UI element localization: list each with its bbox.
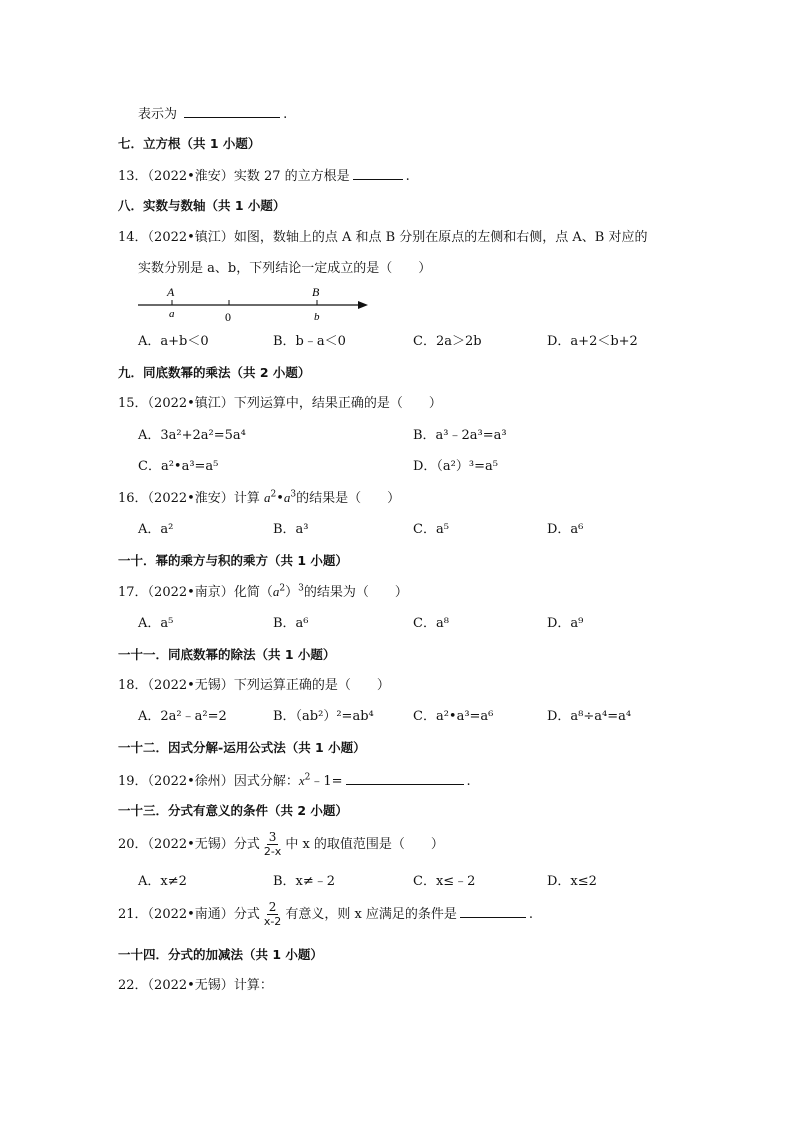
continuation-text: 表示为 bbox=[138, 107, 178, 122]
question-number: 19． bbox=[118, 774, 148, 789]
question-source: （2022•南京） bbox=[147, 585, 234, 600]
answer-blank bbox=[346, 771, 464, 785]
question-source: （2022•无锡） bbox=[147, 678, 234, 693]
question-number: 21． bbox=[118, 907, 148, 922]
line-end: . bbox=[405, 169, 410, 184]
section-title: 一十三．分式有意义的条件（共 2 小题） bbox=[118, 803, 348, 818]
option-a: A．x≠2 bbox=[138, 874, 187, 889]
question-source: （2022•淮安） bbox=[147, 491, 234, 506]
question-text: 有意义，则 x 应满足的条件是 bbox=[285, 907, 457, 922]
answer-blank bbox=[353, 166, 403, 180]
section-title: 一十一．同底数幂的除法（共 1 小题） bbox=[118, 647, 336, 662]
fraction-numerator: 3 bbox=[268, 830, 277, 844]
point-label-B: B bbox=[312, 285, 320, 299]
section-title: 七．立方根（共 1 小题） bbox=[118, 136, 261, 151]
option-c: C．2a＞2b bbox=[413, 334, 482, 349]
section-title: 一十．幂的乘方与积的乘方（共 1 小题） bbox=[118, 553, 348, 568]
question-number: 20． bbox=[118, 837, 148, 852]
option-a: A．a+b＜0 bbox=[138, 334, 209, 349]
option-c: C．a²•a³=a⁶ bbox=[413, 709, 494, 724]
line-end: . bbox=[528, 907, 534, 922]
option-b: B．a⁶ bbox=[273, 616, 309, 631]
question-number: 17． bbox=[118, 585, 148, 600]
question-source: （2022•淮安） bbox=[147, 169, 234, 184]
option-b: B．（ab²）²=ab⁴ bbox=[273, 709, 374, 724]
option-a: A．3a²+2a²=5a⁴ bbox=[138, 428, 246, 443]
option-a: A．2a²﹣a²=2 bbox=[138, 709, 227, 724]
question-number: 15． bbox=[118, 396, 148, 411]
question-text: 计算 bbox=[233, 491, 264, 506]
question-source: （2022•南通） bbox=[147, 907, 234, 922]
fraction-numerator: 2 bbox=[268, 900, 277, 914]
option-b: B．b﹣a＜0 bbox=[273, 334, 346, 349]
fraction bbox=[262, 900, 283, 929]
question-text: 实数 27 的立方根是 bbox=[233, 169, 350, 184]
question-source: （2022•徐州） bbox=[147, 774, 234, 789]
section-title: 八．实数与数轴（共 1 小题） bbox=[118, 198, 286, 213]
question-number: 22． bbox=[118, 978, 148, 993]
option-d: D．a⁸÷a⁴=a⁴ bbox=[547, 709, 632, 724]
option-c: C．a²•a³=a⁵ bbox=[138, 459, 219, 474]
continuation-line bbox=[138, 104, 287, 124]
question-text: 因式分解： bbox=[233, 774, 299, 789]
question-15 bbox=[118, 395, 442, 413]
question-number: 16． bbox=[118, 491, 148, 506]
option-b: B．a³ bbox=[273, 522, 309, 537]
question-source: （2022•镇江） bbox=[147, 230, 234, 245]
question-text: 的结果为（ ） bbox=[303, 585, 408, 600]
option-d: D．a+2＜b+2 bbox=[547, 334, 638, 349]
question-text: 化简（ bbox=[233, 585, 273, 600]
option-c: C．a⁵ bbox=[413, 522, 449, 537]
point-label-a: a bbox=[169, 308, 175, 320]
arrow-head-icon bbox=[358, 301, 368, 309]
question-text: 如图，数轴上的点 A 和点 B 分别在原点的左侧和右侧，点 A、B 对应的 bbox=[233, 230, 648, 245]
option-c: C．a⁸ bbox=[413, 616, 449, 631]
option-d: D．a⁹ bbox=[547, 616, 584, 631]
question-text: 分式 bbox=[233, 837, 260, 852]
question-text: 计算： bbox=[233, 978, 273, 993]
question-text: 下列运算正确的是（ ） bbox=[233, 678, 390, 693]
section-title: 一十四．分式的加减法（共 1 小题） bbox=[118, 947, 323, 962]
section-title: 一十二．因式分解-运用公式法（共 1 小题） bbox=[118, 740, 366, 755]
option-a: A．a⁵ bbox=[138, 616, 174, 631]
question-number: 14． bbox=[118, 230, 148, 245]
question-18 bbox=[118, 677, 390, 695]
question-13 bbox=[118, 166, 410, 186]
question-14-line2: 实数分别是 a、b，下列结论一定成立的是（ ） bbox=[138, 261, 432, 276]
option-b: B．x≠﹣2 bbox=[273, 874, 336, 889]
section-title: 九．同底数幂的乘法（共 2 小题） bbox=[118, 365, 311, 380]
question-16: 16．（2022•淮安）计算 $a^2•a^3$的结果是（ ） bbox=[118, 489, 401, 506]
question-22 bbox=[118, 977, 273, 995]
question-text: 的结果是（ ） bbox=[296, 491, 401, 506]
question-source: （2022•镇江） bbox=[147, 396, 234, 411]
fraction-denominator: x-2 bbox=[263, 915, 282, 928]
answer-blank bbox=[460, 904, 526, 918]
point-label-b: b bbox=[314, 311, 320, 323]
question-source: （2022•无锡） bbox=[147, 837, 234, 852]
question-17: 17．（2022•南京）化简$(a^2)^3$的结果为（ ） bbox=[118, 583, 408, 600]
question-21 bbox=[118, 900, 533, 929]
option-a: A．a² bbox=[138, 522, 174, 537]
option-b: B．a³﹣2a³=a³ bbox=[413, 428, 507, 443]
option-d: D．（a²）³=a⁵ bbox=[413, 459, 498, 474]
option-d: D．x≤2 bbox=[547, 874, 597, 889]
fraction-denominator: 2-x bbox=[263, 845, 282, 858]
line-end: . bbox=[466, 774, 471, 789]
fraction bbox=[262, 830, 283, 859]
question-number: 13． bbox=[118, 169, 148, 184]
question-text: 下列运算中，结果正确的是（ ） bbox=[233, 396, 442, 411]
origin-label: 0 bbox=[225, 310, 231, 324]
question-source: （2022•无锡） bbox=[147, 978, 234, 993]
option-d: D．a⁶ bbox=[547, 522, 584, 537]
question-14 bbox=[118, 229, 648, 247]
line-end: . bbox=[283, 107, 288, 122]
point-label-A: A bbox=[167, 285, 175, 299]
question-text: 分式 bbox=[233, 907, 260, 922]
option-c: C．x≤﹣2 bbox=[413, 874, 476, 889]
answer-blank bbox=[184, 104, 280, 118]
number-line-figure bbox=[136, 282, 376, 326]
question-text: 中 x 的取值范围是（ ） bbox=[285, 837, 444, 852]
question-20 bbox=[118, 830, 444, 859]
question-number: 18． bbox=[118, 678, 148, 693]
question-19: 19．（2022•徐州）因式分解：$x^2﹣1=$ . bbox=[118, 772, 471, 789]
